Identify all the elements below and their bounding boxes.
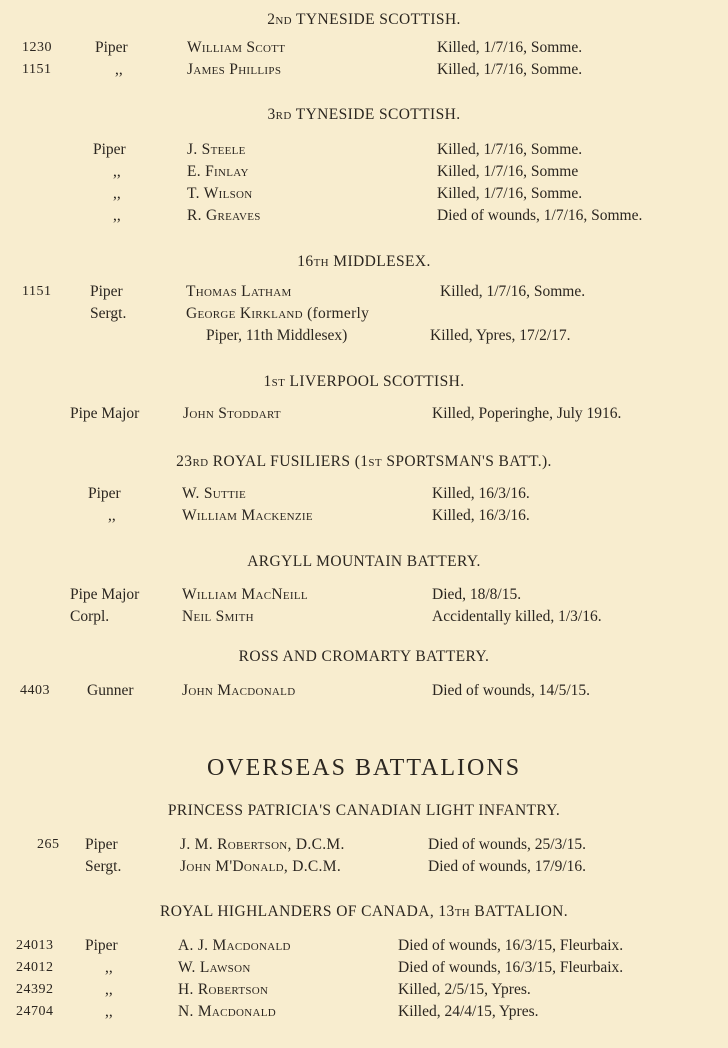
soldier-name: [186, 282, 292, 302]
heading-text: SPORTSMAN'S BATT.).: [382, 453, 552, 470]
soldier-name: [182, 681, 295, 701]
name-text: A. J. Macdonald: [178, 937, 291, 954]
ditto-mark: ,,: [113, 163, 121, 180]
casualty-status: Killed, 1/7/16, Somme.: [440, 283, 586, 300]
heading-text: TYNESIDE SCOTTISH.: [292, 11, 461, 28]
service-number: 1151: [22, 284, 52, 299]
heading-ordinal: 16th: [297, 253, 330, 270]
casualty-status: Died, 18/8/15.: [432, 586, 522, 603]
rank: Piper: [93, 141, 126, 158]
part-title: OVERSEAS BATTALIONS: [206, 755, 522, 781]
section-heading: [0, 105, 728, 125]
casualty-status: Killed, Poperinghe, July 1916.: [432, 405, 622, 422]
name-text: Thomas Latham: [186, 283, 292, 300]
name-text: J. M. Robertson, D.C.M.: [180, 836, 345, 853]
section-heading: [0, 552, 728, 572]
heading-text: TYNESIDE SCOTTISH.: [291, 106, 461, 123]
section-heading: [0, 372, 728, 392]
service-number: 24392: [16, 982, 54, 997]
heading-text: ROYAL FUSILIERS (: [208, 453, 361, 470]
casualty-status: Killed, 2/5/15, Ypres.: [398, 981, 531, 998]
section-heading: [0, 452, 728, 472]
ditto-mark: ,,: [105, 1003, 113, 1020]
name-text: N. Macdonald: [178, 1003, 277, 1020]
heading-ordinal: 3rd: [267, 106, 292, 123]
name-text: John Macdonald: [182, 682, 296, 699]
casualty-status: Killed, 16/3/16.: [432, 485, 530, 502]
soldier-name: [178, 936, 291, 956]
soldier-name: [178, 1002, 276, 1022]
rank: Piper: [90, 283, 123, 300]
heading-text: BATTALION.: [470, 903, 569, 920]
rank: Piper: [85, 836, 118, 853]
rank: Piper: [88, 485, 121, 502]
casualty-status: Killed, 1/7/16, Somme.: [437, 185, 583, 202]
casualty-status: Killed, 24/4/15, Ypres.: [398, 1003, 539, 1020]
name-text: W. Suttie: [182, 485, 247, 502]
soldier-name: [182, 585, 308, 605]
soldier-name: [187, 140, 246, 160]
heading-ordinal: 2nd: [267, 11, 293, 28]
section-heading: [0, 801, 728, 821]
soldier-name: [178, 980, 268, 1000]
service-number: 265: [37, 837, 60, 852]
casualty-status: Died of wounds, 17/9/16.: [428, 858, 587, 875]
name-text: George Kirkland: [186, 305, 303, 322]
heading-text: ROYAL HIGHLANDERS OF CANADA,: [159, 903, 439, 920]
soldier-name: [187, 184, 253, 204]
heading-text: ARGYLL MOUNTAIN BATTERY.: [247, 553, 481, 570]
soldier-name: [186, 304, 369, 324]
ditto-mark: ,,: [113, 185, 121, 202]
section-heading: [0, 252, 728, 272]
soldier-name: [187, 206, 261, 226]
name-text: R. Greaves: [187, 207, 261, 224]
service-number: 24704: [16, 1004, 54, 1019]
soldier-name: [182, 607, 254, 627]
heading-text: PRINCESS PATRICIA'S CANADIAN LIGHT INFANTRY.: [167, 802, 561, 819]
section-heading: [0, 10, 728, 30]
casualty-status: Killed, 16/3/16.: [432, 507, 530, 524]
section-heading: [0, 902, 728, 922]
casualty-status: Died of wounds, 16/3/15, Fleurbaix.: [398, 959, 624, 976]
name-text: William MacNeill: [182, 586, 308, 603]
service-number: 24013: [16, 938, 54, 953]
name-note: (formerly: [302, 305, 370, 322]
rank: Pipe Major: [70, 586, 140, 603]
casualty-status: Killed, 1/7/16, Somme.: [437, 141, 583, 158]
ditto-mark: ,,: [113, 207, 121, 224]
soldier-name: [178, 958, 251, 978]
heading-text: MIDDLESEX.: [329, 253, 431, 270]
rank: Piper: [95, 39, 128, 56]
ditto-mark: ,,: [108, 507, 116, 524]
rank: Sergt.: [90, 305, 127, 322]
soldier-name: [180, 857, 341, 877]
rank: Corpl.: [70, 608, 110, 625]
heading-text: ROSS AND CROMARTY BATTERY.: [238, 648, 490, 665]
name-text: John M'Donald, D.C.M.: [180, 858, 341, 875]
soldier-name: [187, 38, 285, 58]
soldier-name: [180, 835, 345, 855]
soldier-name: [187, 60, 281, 80]
name-text: James Phillips: [187, 61, 282, 78]
soldier-name: [183, 404, 281, 424]
heading-text: LIVERPOOL SCOTTISH.: [285, 373, 465, 390]
service-number: 1151: [22, 62, 52, 77]
name-text: John Stoddart: [183, 405, 281, 422]
casualty-status: Died of wounds, 1/7/16, Somme.: [437, 207, 643, 224]
casualty-status: Killed, 1/7/16, Somme.: [437, 61, 583, 78]
name-continuation: Piper, 11th Middlesex): [206, 327, 348, 344]
heading-ordinal: 23rd: [176, 453, 209, 470]
service-number: 1230: [22, 40, 52, 55]
casualty-status: Died of wounds, 25/3/15.: [428, 836, 587, 853]
heading-ordinal: 1st: [263, 373, 286, 390]
name-text: William Mackenzie: [182, 507, 313, 524]
name-text: Neil Smith: [182, 608, 254, 625]
ditto-mark: ,,: [105, 959, 113, 976]
casualty-status: Died of wounds, 14/5/15.: [432, 682, 591, 699]
heading-ordinal: 1st: [360, 453, 383, 470]
name-text: T. Wilson: [187, 185, 253, 202]
rank: Sergt.: [85, 858, 122, 875]
name-text: W. Lawson: [178, 959, 251, 976]
soldier-name: [182, 484, 246, 504]
ditto-mark: ,,: [115, 61, 123, 78]
soldier-name: [182, 506, 313, 526]
rank: Gunner: [87, 682, 134, 699]
ditto-mark: ,,: [105, 981, 113, 998]
casualty-status: Killed, Ypres, 17/2/17.: [430, 327, 571, 344]
name-text: H. Robertson: [178, 981, 269, 998]
soldier-name: [187, 162, 249, 182]
casualty-status: Died of wounds, 16/3/15, Fleurbaix.: [398, 937, 624, 954]
rank: Piper: [85, 937, 118, 954]
name-text: J. Steele: [187, 141, 246, 158]
name-text: E. Finlay: [187, 163, 249, 180]
casualty-status: Killed, 1/7/16, Somme: [437, 163, 579, 180]
name-text: William Scott: [187, 39, 286, 56]
section-heading: [0, 647, 728, 667]
casualty-status: Killed, 1/7/16, Somme.: [437, 39, 583, 56]
heading-ordinal: 13th: [438, 903, 471, 920]
casualty-status: Accidentally killed, 1/3/16.: [432, 608, 602, 625]
service-number: 24012: [16, 960, 54, 975]
rank: Pipe Major: [70, 405, 140, 422]
service-number: 4403: [20, 683, 50, 698]
